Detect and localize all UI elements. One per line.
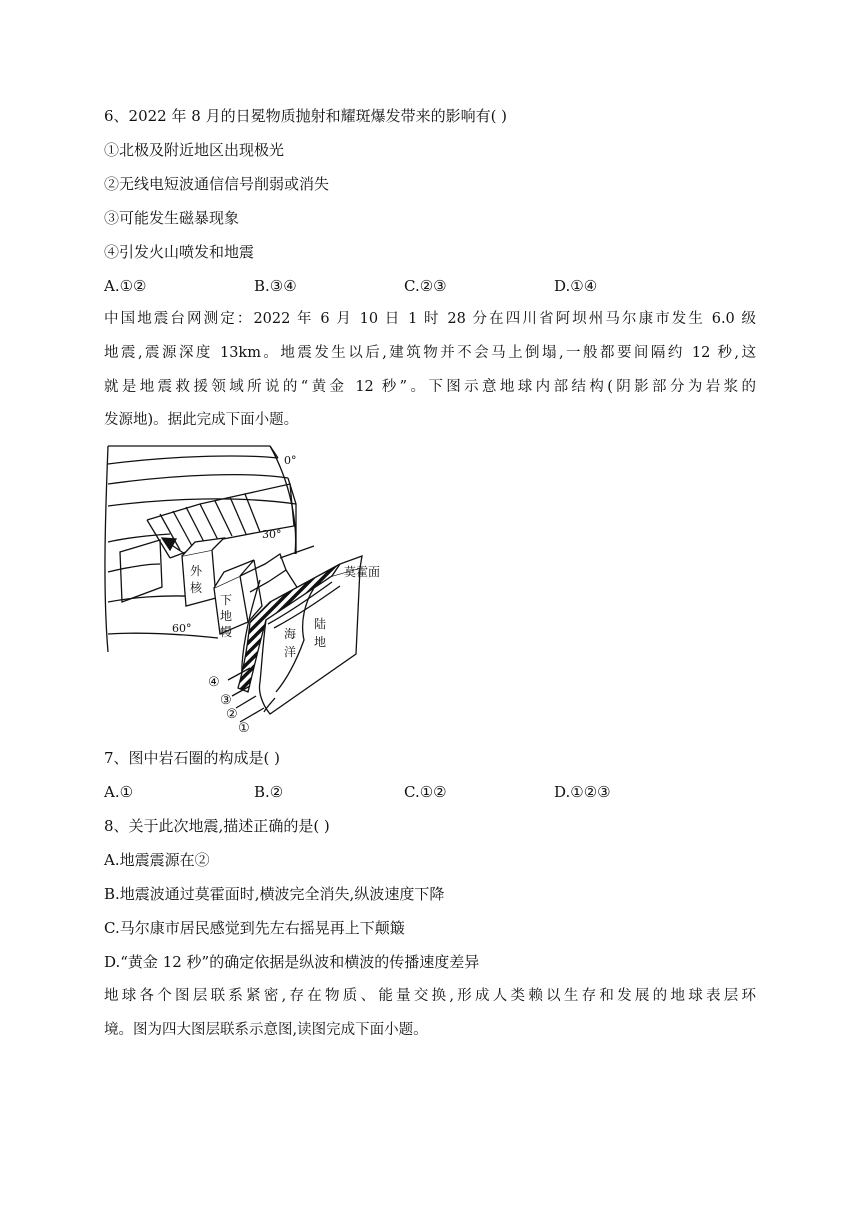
moho-label: 莫霍面 bbox=[344, 565, 381, 579]
lower-mantle-label-2: 地 bbox=[220, 609, 233, 623]
globe-outline bbox=[105, 446, 108, 652]
q6-option-d: D.①④ bbox=[554, 277, 598, 295]
q6-item-1: ①北极及附近地区出现极光 bbox=[104, 141, 285, 159]
q6-option-c: C.②③ bbox=[404, 277, 447, 295]
outer-core-label-1: 外 bbox=[190, 564, 203, 578]
q7-option-d: D.①②③ bbox=[554, 783, 611, 801]
latitude-30-label: 30° bbox=[262, 528, 282, 541]
latitude-60-label: 60° bbox=[172, 622, 192, 635]
question-6-stem: 6、2022 年 8 月的日冕物质抛射和耀斑爆发带来的影响有( ) bbox=[104, 107, 508, 125]
passage1-line-1: 中国地震台网测定：2022 年 6 月 10 日 1 时 28 分在四川省阿坝州马尔康市发生 6.0 级 bbox=[104, 311, 756, 327]
q8-option-c: C.马尔康市居民感觉到先左右摇晃再上下颠簸 bbox=[104, 919, 405, 937]
ocean-label-2: 洋 bbox=[284, 645, 297, 659]
passage1-line-3: 就是地震救援领域所说的“黄金 12 秒”。下图示意地球内部结构(阴影部分为岩浆的 bbox=[104, 379, 756, 395]
land-label-2: 地 bbox=[314, 635, 327, 649]
q8-option-d: D.“黄金 12 秒”的确定依据是纵波和横波的传播速度差异 bbox=[104, 953, 480, 971]
passage2-line-1: 地球各个图层联系紧密,存在物质、能量交换,形成人类赖以生存和发展的地球表层环 bbox=[104, 988, 756, 1004]
layer-3-label: ③ bbox=[220, 693, 232, 708]
latitude-0-label: 0° bbox=[284, 454, 297, 467]
layer-1-label: ① bbox=[238, 721, 250, 732]
q6-option-b: B.③④ bbox=[254, 277, 297, 295]
lower-mantle-label-3: 幔 bbox=[220, 625, 233, 639]
earth-interior-figure bbox=[100, 442, 400, 732]
ocean-label-1: 海 bbox=[284, 627, 297, 641]
question-8-stem: 8、关于此次地震,描述正确的是( ) bbox=[104, 817, 330, 835]
question-7-stem: 7、图中岩石圈的构成是( ) bbox=[104, 749, 281, 767]
outer-core-label-2: 核 bbox=[190, 581, 203, 595]
q6-item-4: ④引发火山喷发和地震 bbox=[104, 243, 255, 261]
q6-option-a: A.①② bbox=[104, 277, 147, 295]
layer-2-label: ② bbox=[226, 707, 238, 722]
q6-item-2: ②无线电短波通信信号削弱或消失 bbox=[104, 175, 330, 193]
passage2-line-2: 境。图为四大图层联系示意图,读图完成下面小题。 bbox=[104, 1022, 428, 1038]
q7-option-c: C.①② bbox=[404, 783, 447, 801]
lower-mantle-label-1: 下 bbox=[220, 593, 233, 607]
layer-4-label: ④ bbox=[208, 675, 220, 690]
passage1-line-2: 地震,震源深度 13km。地震发生以后,建筑物并不会马上倒塌,一般都要间隔约 12 秒,这 bbox=[104, 345, 756, 361]
q7-option-b: B.② bbox=[254, 783, 284, 801]
land-label-1: 陆 bbox=[314, 617, 327, 631]
q8-option-b: B.地震波通过莫霍面时,横波完全消失,纵波速度下降 bbox=[104, 885, 445, 903]
q6-item-3: ③可能发生磁暴现象 bbox=[104, 209, 240, 227]
q7-option-a: A.① bbox=[104, 783, 134, 801]
q8-option-a: A.地震震源在② bbox=[104, 851, 210, 869]
outer-core-block bbox=[182, 550, 216, 606]
passage1-line-4: 发源地)。据此完成下面小题。 bbox=[104, 412, 299, 428]
